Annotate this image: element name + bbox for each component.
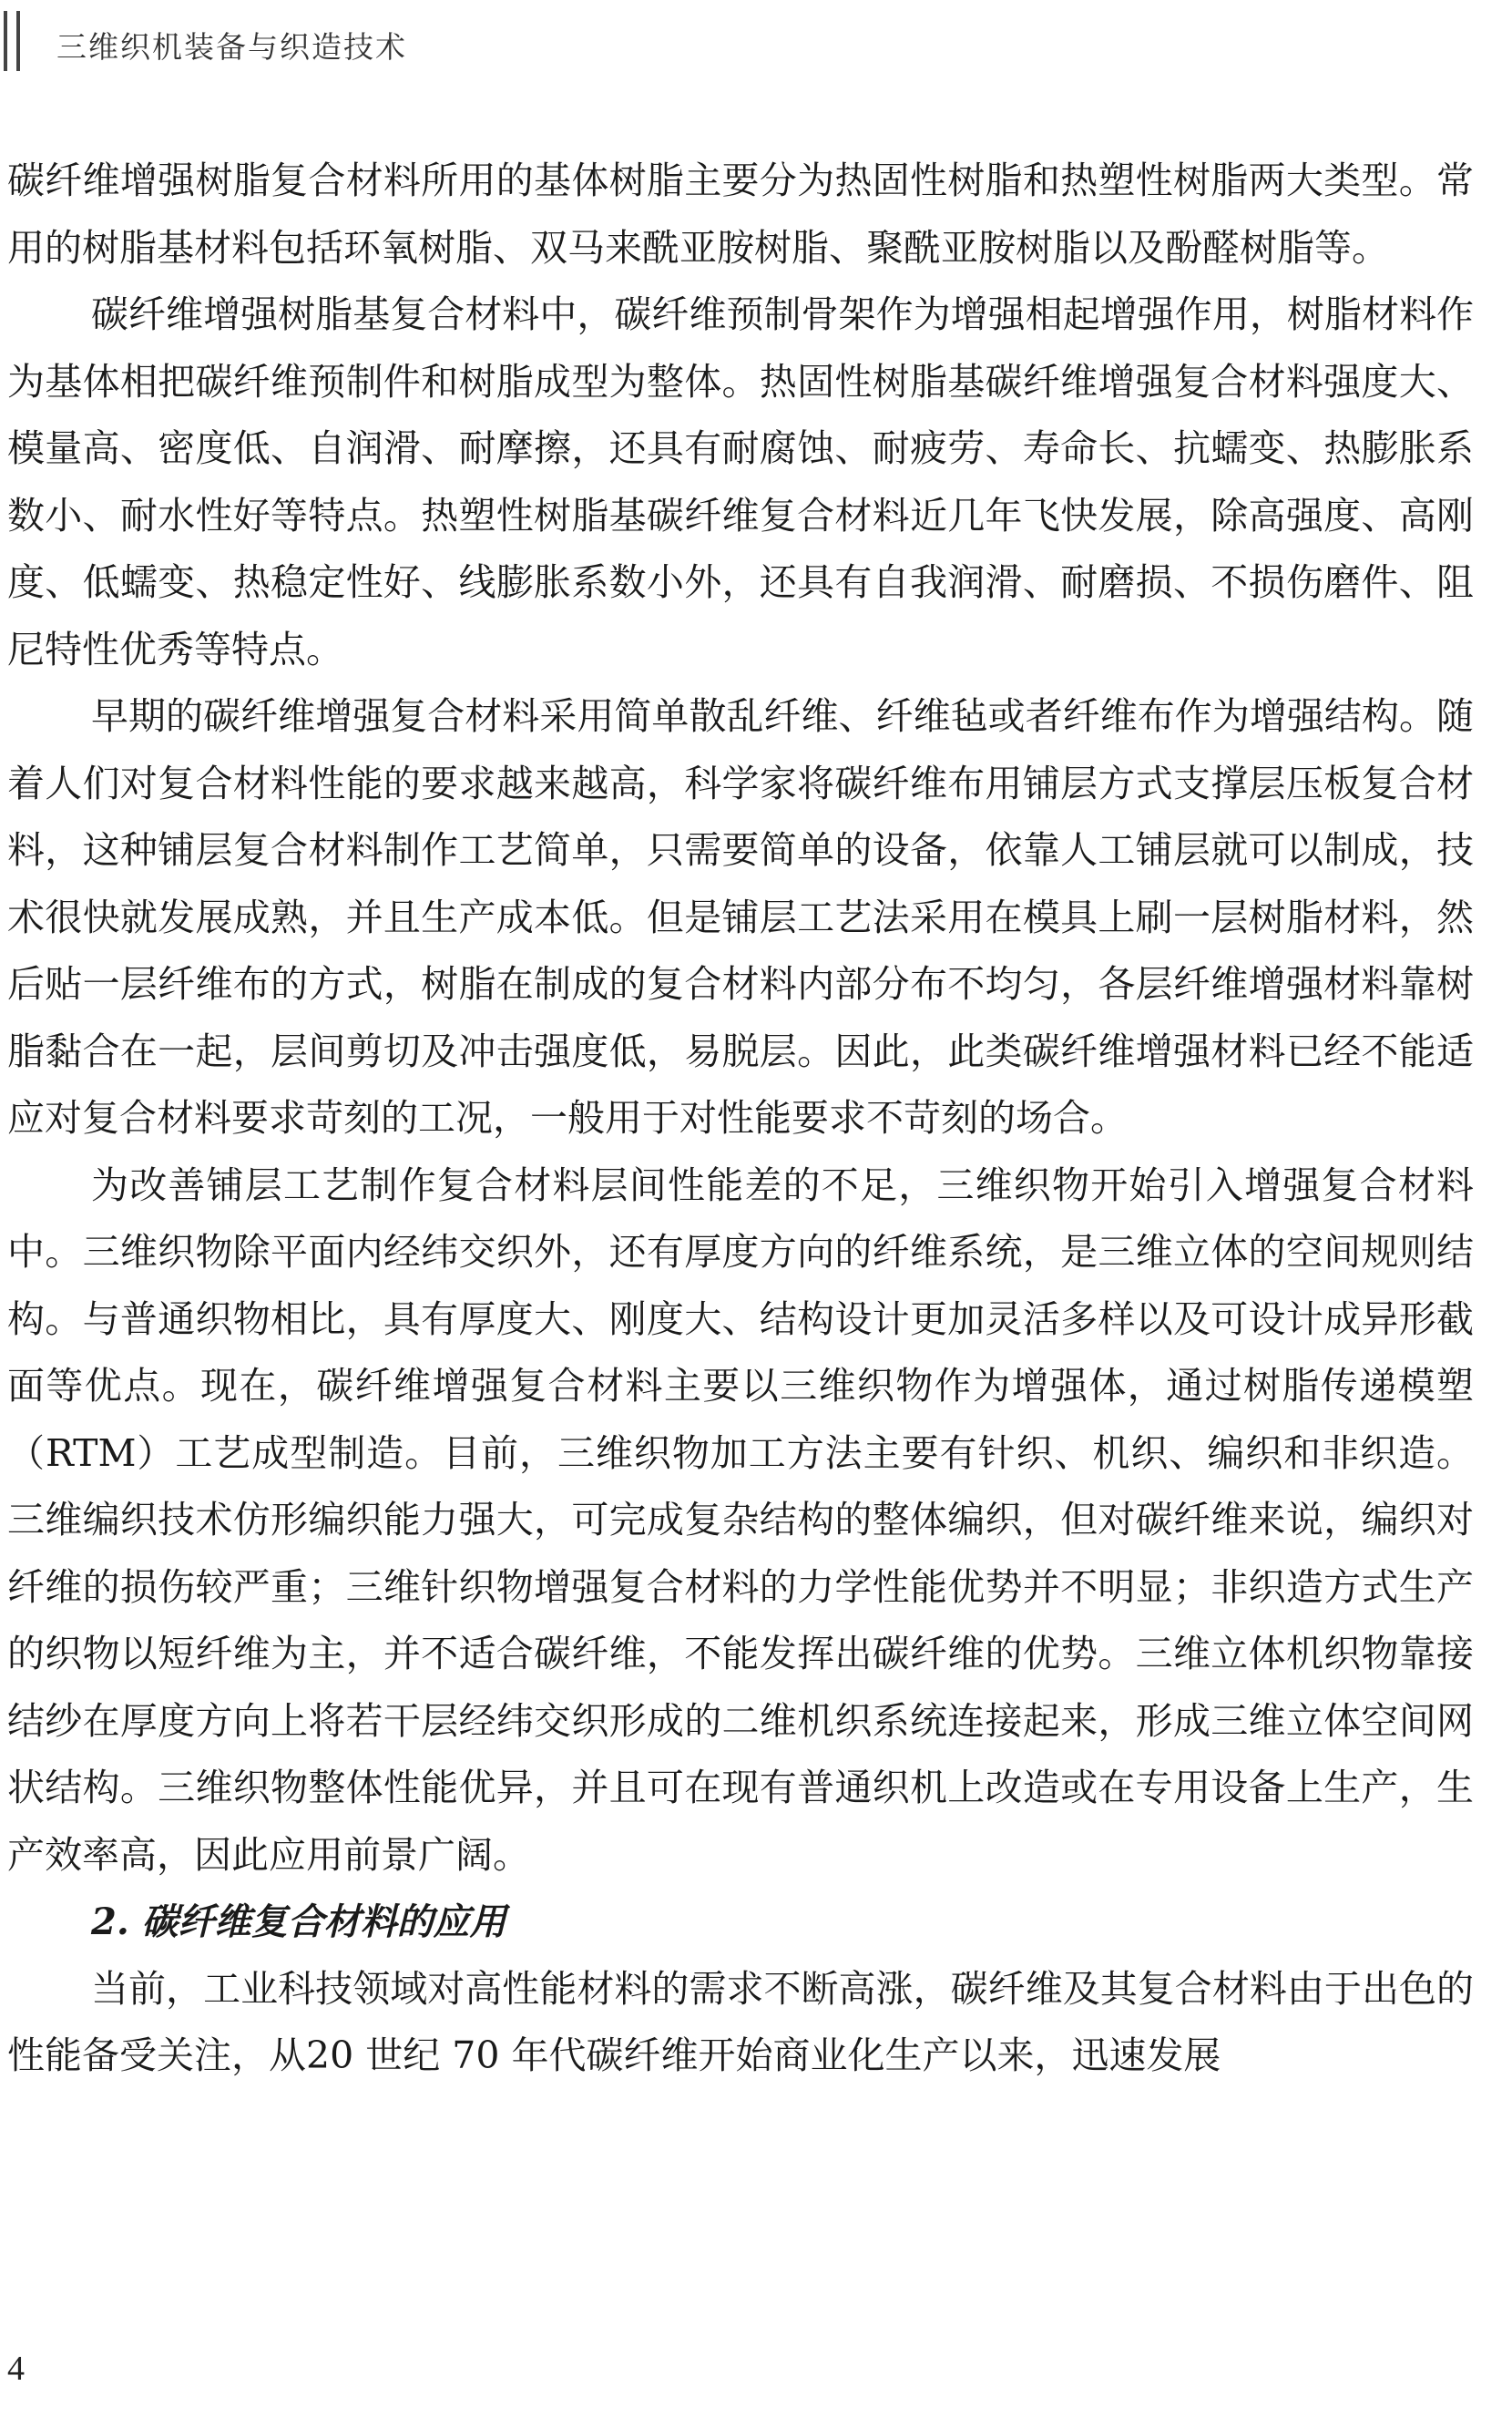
page-number: 4 [7,2350,25,2388]
body-paragraph: 碳纤维增强树脂基复合材料中，碳纤维预制骨架作为增强相起增强作用，树脂材料作为基体相把碳纤维预制件和树脂成型为整体。热固性树脂基碳纤维增强复合材料强度大、模量高、密度低、自润滑、耐摩擦，还具有耐腐蚀、耐疲劳、寿命长、抗蠕变、热膨胀系数小、耐水性好等特点。热塑性树脂基碳纤维复合材料近几年飞快发展，除高强度、高刚度、低蠕变、热稳定性好、线膨胀系数小外，还具有自我润滑、耐磨损、不损伤磨件、阻尼特性优秀等特点。 [7,292,1474,671]
header-rule-bar [4,11,7,71]
page-body [7,148,1474,2090]
body-paragraph: 当前，工业科技领域对高性能材料的需求不断高涨，碳纤维及其复合材料由于出色的性能备受关注，从20 世纪 70 年代碳纤维开始商业化生产以来，迅速发展 [7,1966,1474,2077]
body-paragraph: 为改善铺层工艺制作复合材料层间性能差的不足，三维织物开始引入增强复合材料中。三维织物除平面内经纬交织外，还有厚度方向的纤维系统，是三维立体的空间规则结构。与普通织物相比，具有厚度大、刚度大、结构设计更加灵活多样以及可设计成异形截面等优点。现在，碳纤维增强复合材料主要以三维织物作为增强体，通过树脂传递模塑（RTM）工艺成型制造。目前，三维织物加工方法主要有针织、机织、编织和非织造。三维编织技术仿形编织能力强大，可完成复杂结构的整体编织，但对碳纤维来说，编织对纤维的损伤较严重；三维针织物增强复合材料的力学性能优势并不明显；非织造方式生产的织物以短纤维为主，并不适合碳纤维，不能发挥出碳纤维的优势。三维立体机织物靠接结纱在厚度方向上将若干层经纬交织形成的二维机织系统连接起来，形成三维立体空间网状结构。三维织物整体性能优异，并且可在现有普通织机上改造或在专用设备上生产，生产效率高，因此应用前景广阔。 [7,1162,1474,1877]
body-paragraph: 碳纤维增强树脂复合材料所用的基体树脂主要分为热固性树脂和热塑性树脂两大类型。常用的树脂基材料包括环氧树脂、双马来酰亚胺树脂、聚酰亚胺树脂以及酚醛树脂等。 [7,159,1474,270]
page-header [0,0,1512,82]
body-paragraph: 早期的碳纤维增强复合材料采用简单散乱纤维、纤维毡或者纤维布作为增强结构。随着人们对复合材料性能的要求越来越高，科学家将碳纤维布用铺层方式支撑层压板复合材料，这种铺层复合材料制作工艺简单，只需要简单的设备，依靠人工铺层就可以制成，技术很快就发展成熟，并且生产成本低。但是铺层工艺法采用在模具上刷一层树脂材料，然后贴一层纤维布的方式，树脂在制成的复合材料内部分布不均匀，各层纤维增强材料靠树脂黏合在一起，层间剪切及冲击强度低，易脱层。因此，此类碳纤维增强材料已经不能适应对复合材料要求苛刻的工况，一般用于对性能要求不苛刻的场合。 [7,694,1474,1140]
running-head-title: 三维织机装备与织造技术 [56,29,407,65]
section-heading: 2. 碳纤维复合材料的应用 [91,1900,506,1943]
header-rule-marks [4,11,24,71]
header-rule-bar [16,11,20,71]
